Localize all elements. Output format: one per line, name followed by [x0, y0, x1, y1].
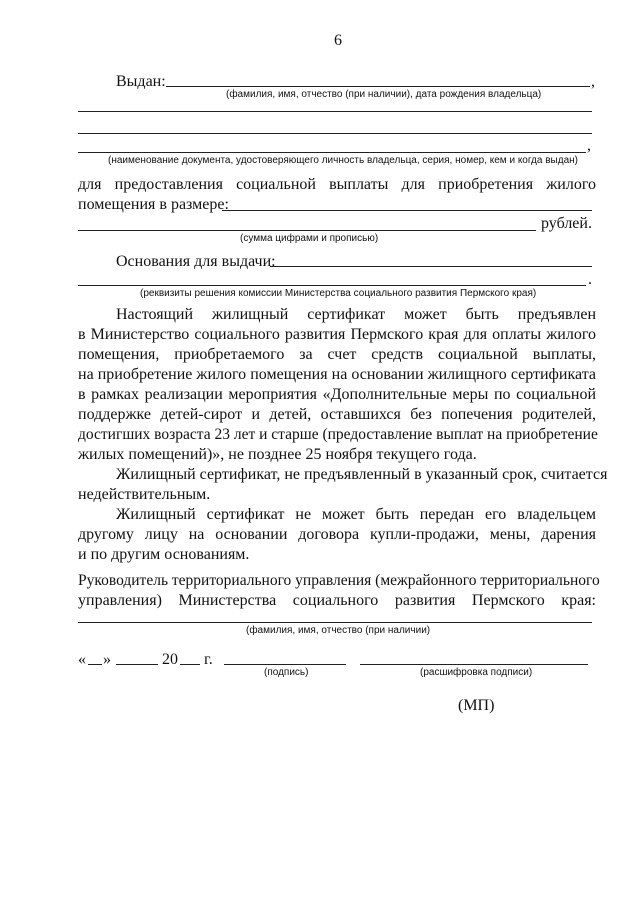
date-month-line[interactable] — [116, 664, 158, 665]
issued-caption: (фамилия, имя, отчество (при наличии), дата рождения владельца) — [226, 89, 542, 100]
purpose-line-2: помещения в размере: — [78, 196, 229, 213]
amount-caption: (сумма цифрами и прописью) — [240, 233, 379, 244]
amount-line-1[interactable] — [222, 210, 592, 211]
paragraph3-line-2: другому лицу на основании договора купли-продажи, мены, дарения — [78, 526, 596, 543]
grounds-caption: (реквизиты решения комиссии Министерства социального развития Пермского края) — [140, 288, 537, 299]
decoding-line[interactable] — [360, 664, 588, 665]
head-name-line[interactable] — [78, 622, 592, 623]
grounds-line-1[interactable] — [270, 266, 592, 267]
rubles-label: рублей. — [541, 215, 592, 232]
paragraph1-line-6: поддержке детей-сирот и детей, оставшихся без попечения родителей, — [78, 406, 596, 423]
paragraph1-line-7: достигших возраста 23 лет и старше (предоставление выплат на приобретение — [78, 426, 598, 443]
issued-label: Выдан: — [116, 73, 166, 90]
paragraph3-line-1: Жилищный сертификат не может быть передан его владельцем — [116, 506, 596, 523]
issued-line[interactable] — [166, 86, 590, 87]
date-year-prefix: 20 — [162, 651, 178, 668]
paragraph1-line-5: в рамках реализации мероприятия «Дополнительные меры по социальной — [78, 386, 596, 403]
stamp-placeholder: (МП) — [458, 697, 495, 714]
amount-line-2[interactable] — [78, 230, 536, 231]
grounds-dot: . — [588, 271, 592, 288]
issued-line-2[interactable] — [78, 111, 592, 112]
head-line-1: Руководитель территориального управления (межрайонного территориального — [78, 572, 600, 589]
document-line-1[interactable] — [78, 133, 592, 134]
issued-comma: , — [591, 73, 595, 90]
date-open-quote: « — [78, 651, 86, 668]
paragraph3-line-3: и по другим основаниям. — [78, 546, 250, 563]
date-day-line[interactable] — [88, 664, 102, 665]
head-name-caption: (фамилия, имя, отчество (при наличии) — [246, 625, 431, 636]
document-line-2[interactable] — [78, 152, 586, 153]
signature-line[interactable] — [224, 664, 346, 665]
paragraph1-line-4: на приобретение жилого помещения на основании жилищного сертификата — [78, 366, 596, 383]
paragraph1-line-2: в Министерство социального развития Пермского края для оплаты жилого — [78, 326, 596, 343]
head-line-2: управления) Министерства социального развития Пермского края: — [78, 592, 596, 609]
document-caption: (наименование документа, удостоверяющего личность владельца, серия, номер, кем и когда выдан) — [108, 155, 578, 166]
page-number: 6 — [334, 32, 342, 49]
paragraph1-line-3: помещения, приобретаемого за счет средств социальной выплаты, — [78, 346, 596, 363]
grounds-line-2[interactable] — [78, 285, 586, 286]
paragraph1-line-1: Настоящий жилищный сертификат может быть предъявлен — [116, 306, 596, 323]
document-comma: , — [587, 137, 591, 154]
paragraph1-line-8: жилых помещений)», не позднее 25 ноября текущего года. — [78, 446, 477, 463]
purpose-line-1: для предоставления социальной выплаты для приобретения жилого — [78, 176, 596, 193]
date-close-quote: » — [103, 651, 111, 668]
date-year-suffix: г. — [204, 651, 213, 668]
date-year-line[interactable] — [180, 664, 200, 665]
decoding-caption: (расшифровка подписи) — [420, 667, 533, 678]
paragraph2-line-2: недействительным. — [78, 486, 211, 503]
signature-caption: (подпись) — [264, 667, 309, 678]
paragraph2-line-1: Жилищный сертификат, не предъявленный в указанный срок, считается — [116, 466, 608, 483]
grounds-label: Основания для выдачи: — [116, 253, 276, 270]
